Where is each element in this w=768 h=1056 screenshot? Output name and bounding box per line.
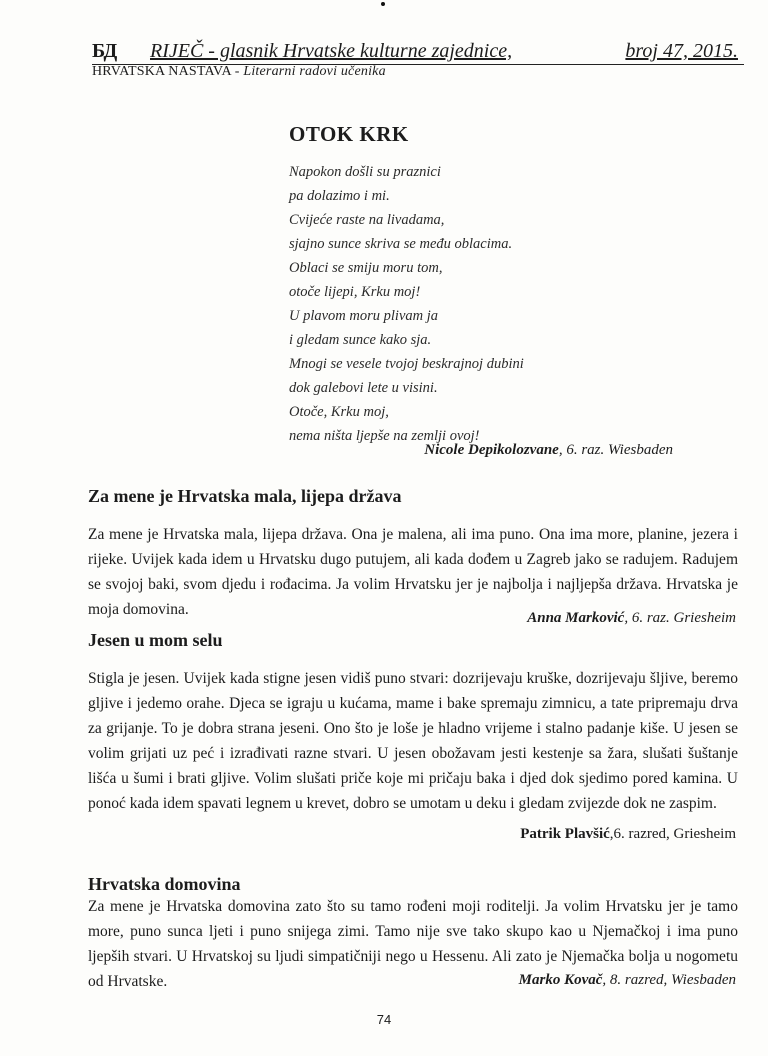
article-3-title: Hrvatska domovina [88,874,241,894]
article-2-title: Jesen u mom selu [88,630,223,650]
article-1-author-info: , 6. raz. Griesheim [624,610,736,626]
poem-line: U plavom moru plivam ja [289,308,439,324]
article-1-author-name: Anna Marković [527,610,625,626]
journal-header [92,34,744,65]
poem-line: Otoče, Krku moj, [289,404,389,420]
article-2-author [520,826,736,843]
article-2-text: Stigla je jesen. Uvijek kada stigne jesen vidiš puno stvari: dozrijevaju kruške, dozrijevaju šljive, beremo gljive i jedemo orahe. Djeca se igraju u kućama, mame i bake spremaju zimnicu, a tate pripremaju drva za grijanje. To je dobra strana jeseni. Ono što je loše je hladno vrijeme i stalno padanje kiše. U jesen se volim grijati uz peć i izrađivati razne stvari. U jesen obožavam jesti kestenje sa žara, slušati šuštanje lišća u šumi i brati gljive. Volim slušati priče koje mi pričaju baka i djed dok sjedimo pored kamina. U ponoć kada idem spavati legnem u krevet, dobro se umotam u deku i gledam zvijezde dok ne zaspim. [88,670,738,812]
section-subtitle: Literarni radovi učenika [243,64,386,79]
article-3-author-info: , 8. razred, Wiesbaden [602,972,736,988]
poem-line: Cvijeće raste na livadama, [289,212,445,228]
poem-line: nema ništa ljepše na zemlji ovoj! [289,428,480,444]
article-3-author-name: Marko Kovač [518,972,603,988]
poem-author-name: Nicole Depikolozvane [424,442,559,458]
poem-body [289,160,709,448]
poem-line: pa dolazimo i mi. [289,188,390,204]
poem-author [424,442,673,459]
section-label: HRVATSKA NASTAVA - Literarni radovi učenika [92,64,386,79]
article-1-title: Za mene je Hrvatska mala, lijepa država [88,486,402,506]
article-1-text: Za mene je Hrvatska mala, lijepa država. Ona je malena, ali ima puno. Ona ima more, planine, jezera i rijeke. Uvijek kada idem u Hrvatsku dugo putujem, ali kada dođem u Zagreb jako se radujem. Radujem se svojoj baki, svom djedu i rođacima. Ja volim Hrvatsku jer je najbolja i najljepša država. Hrvatska je moja domovina. [88,526,738,618]
poem-title: OTOK KRK [289,122,409,146]
poem-author-info: , 6. raz. Wiesbaden [558,442,673,458]
poem-line: Oblaci se smiju moru tom, [289,260,443,276]
poem-line: otoče lijepi, Krku moj! [289,284,421,300]
poem-line: i gledam sunce kako sja. [289,332,432,348]
article-1-author [527,610,736,627]
poem-line: dok galebovi lete u visini. [289,380,438,396]
article-3-text: Za mene je Hrvatska domovina zato što su tamo rođeni moji roditelji. Ja volim Hrvatsku jer je tamo more, puno sunca ljeti i puno snijega zimi. Tamo nije sve tako skupo kao u Njemačkoj i ima puno ljepših stvari. U Hrvatskoj su ljudi simpatičniji nego u Hessenu. Ali zato je Njemačka bolja u nogometu od Hrvatske. [88,898,738,990]
journal-title: RIJEČ - glasnik Hrvatske kulturne zajednice, [150,40,513,62]
article-2-author-info: ,6. razred, Griesheim [609,826,736,842]
scan-dot [381,2,385,6]
article-2-author-name: Patrik Plavšić [520,826,610,842]
issue-number: broj 47, 2015. [625,40,738,62]
article-3-author [519,972,736,989]
journal-logo: БД [92,40,117,62]
page-number: 74 [376,1012,392,1027]
poem-line: sjajno sunce skriva se među oblacima. [289,236,513,252]
poem-line: Napokon došli su praznici [289,164,441,180]
poem-line: Mnogi se vesele tvojoj beskrajnoj dubini [289,356,524,372]
section-name: HRVATSKA NASTAVA [92,64,232,79]
